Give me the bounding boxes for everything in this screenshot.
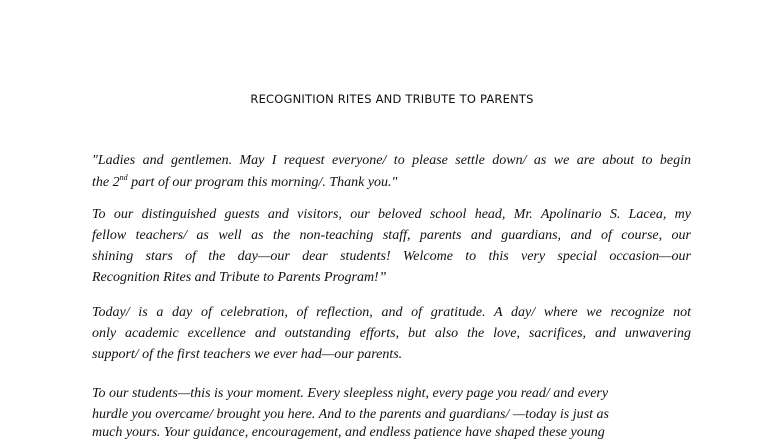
- paragraph-line: [92, 346, 691, 363]
- line-text: Recognition Rites and Tribute to Parents Program!”: [92, 270, 387, 285]
- paragraph-line: [92, 325, 691, 342]
- paragraph-line: [92, 424, 691, 441]
- line-text: fellow teachers/ as well as the non-teaching staff, parents and guardians, and of course, our: [92, 228, 691, 243]
- paragraph-line: [92, 152, 691, 169]
- paragraph-line: [92, 269, 691, 286]
- line-text: shining stars of the day—our dear students! Welcome to this very special occasion—our: [92, 249, 691, 264]
- paragraph-line: [92, 385, 691, 402]
- paragraph-line: [92, 174, 691, 191]
- paragraph-line: [92, 227, 691, 244]
- line-text: To our students—this is your moment. Every sleepless night, every page you read/ and every: [92, 386, 609, 401]
- paragraph-line: [92, 248, 691, 265]
- paragraph-line: [92, 406, 691, 423]
- line-text: [92, 174, 397, 191]
- line-text: support/ of the first teachers we ever had—our parents.: [92, 347, 403, 362]
- line-text-post: part of our program this morning/. Thank you.": [127, 175, 398, 190]
- paragraph-line: [92, 206, 691, 223]
- line-text: hurdle you overcame/ brought you here. And to the parents and guardians/ —today is just as: [92, 407, 609, 422]
- line-text: much yours. Your guidance, encouragement, and endless patience have shaped these young: [92, 425, 605, 440]
- line-text: only academic excellence and outstanding efforts, but also the love, sacrifices, and unwavering: [92, 326, 691, 341]
- paragraph-line: [92, 304, 691, 321]
- line-text-pre: the 2: [92, 175, 120, 190]
- superscript: nd: [119, 173, 128, 182]
- line-text: "Ladies and gentlemen. May I request everyone/ to please settle down/ as we are about to begin: [92, 153, 691, 168]
- line-text: Today/ is a day of celebration, of reflection, and of gratitude. A day/ where we recognize not: [92, 305, 691, 320]
- document-title: RECOGNITION RITES AND TRIBUTE TO PARENTS: [250, 92, 534, 106]
- line-text: To our distinguished guests and visitors, our beloved school head, Mr. Apolinario S. Lacea, my: [92, 207, 691, 222]
